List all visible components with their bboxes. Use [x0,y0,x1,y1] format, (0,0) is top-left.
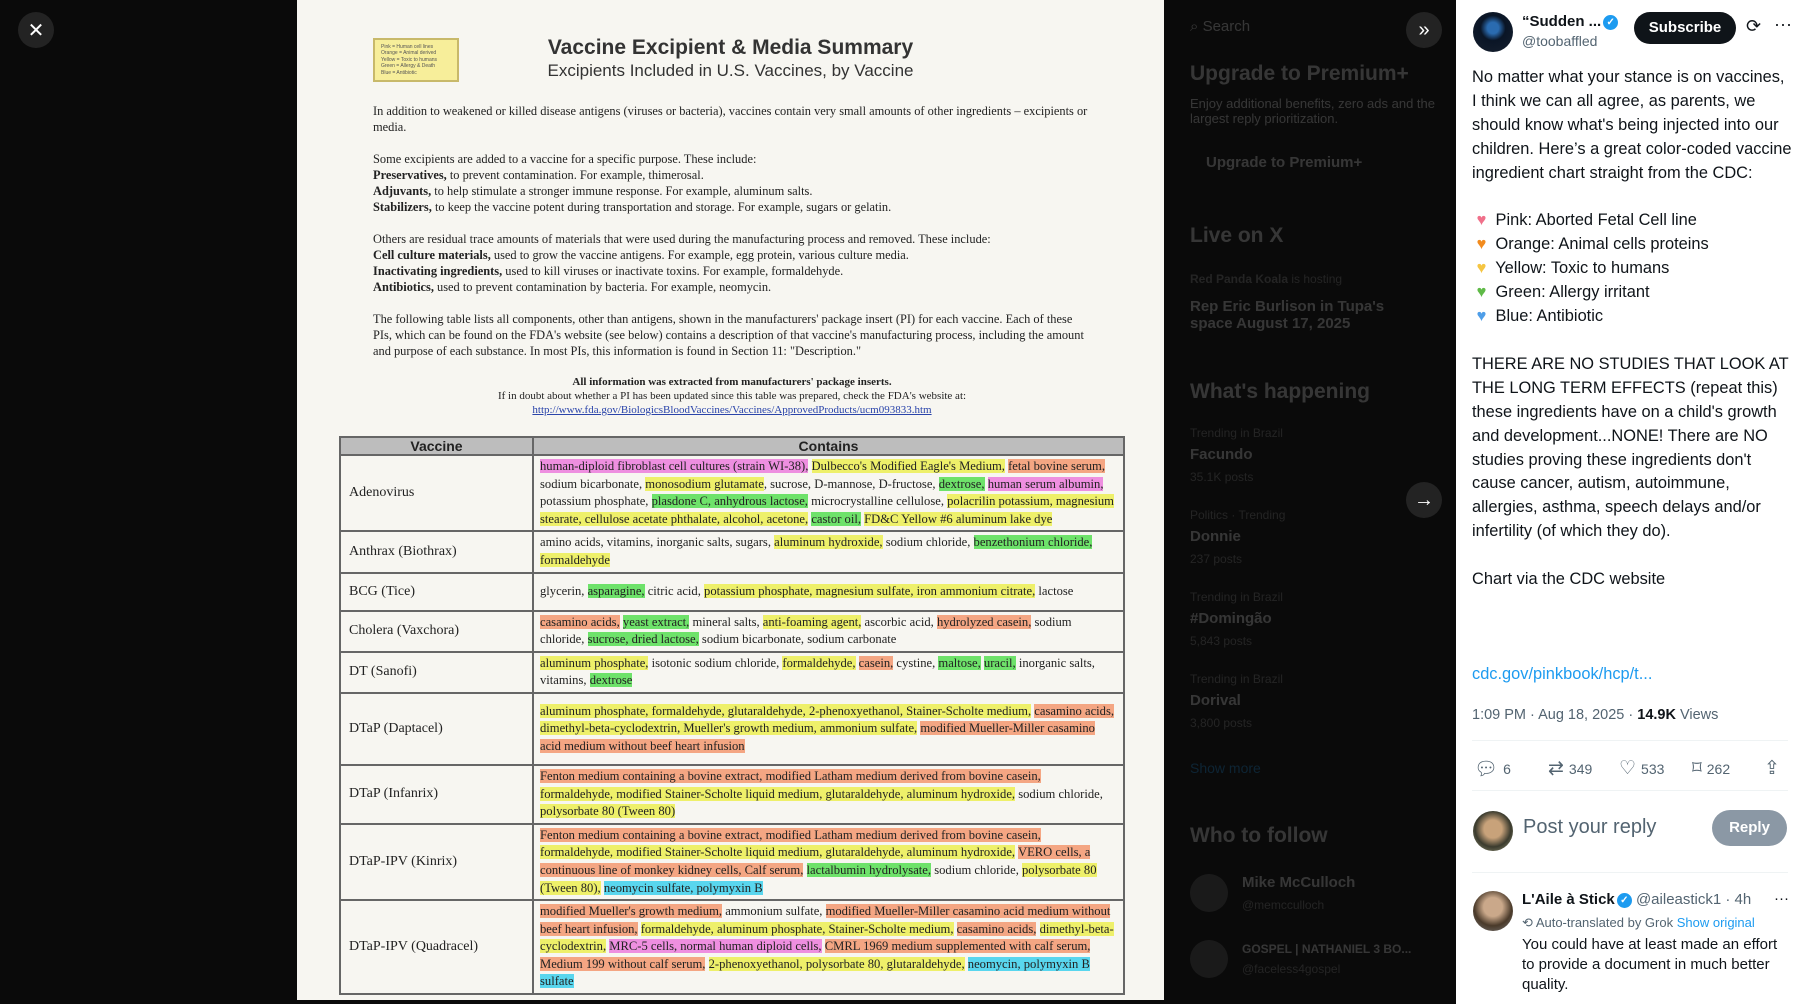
ingredients-cell: modified Mueller's growth medium, ammonium sulfate, modified Mueller-Miller casamino acid medium without beef heart infusion, formaldehyde, aluminum phosphate, Stainer-Scholte medium, casamino acids, dimethyl-beta-cyclodextrin, MRC-5 cells, normal human diploid cells, CMRL 1969 medium supplemented with calf serum, Medium 199 without calf serum, 2-phenoxyethanol, polysorbate 80, glutaraldehyde, neomycin, polymyxin B sulfate [533,900,1124,994]
table-row [340,573,1124,611]
divider [1472,740,1788,741]
heart-icon: ♥ [1476,259,1487,278]
show-original-link[interactable]: Show original [1676,915,1755,930]
heart-icon: ♥ [1476,283,1487,302]
trend-count: 3,800 posts [1190,716,1253,730]
follow-name: GOSPEL | NATHANIEL 3 BO... [1242,942,1412,956]
premium-text: Enjoy additional benefits, zero ads and the largest reply prioritization. [1190,96,1436,126]
table-row [340,455,1124,531]
trend-count: 237 posts [1190,552,1243,566]
column-header-contains: Contains [533,437,1124,455]
author-handle[interactable]: @toobaffled [1522,33,1598,49]
vaccine-name: DT (Sanofi) [340,652,533,693]
avatar [1190,940,1228,978]
column-header-vaccine: Vaccine [340,437,533,455]
table-row [340,900,1124,994]
bookmark-icon: ⌑ [1692,758,1702,779]
repost-action[interactable]: ⇄ 349 [1548,758,1593,779]
subscribe-button[interactable]: Subscribe [1634,12,1736,44]
trend-context: Politics · Trending [1190,508,1286,522]
ingredients-cell: amino acids, vitamins, inorganic salts, sugars, aluminum hydroxide, sodium chloride, benzethonium chloride, formaldehyde [533,531,1124,572]
vaccine-name: DTaP-IPV (Kinrix) [340,824,533,900]
tweet-link[interactable]: cdc.gov/pinkbook/hcp/t... [1472,665,1653,683]
heart-icon: ♥ [1476,211,1487,230]
trend-name: #Domingão [1190,610,1272,627]
legend-line: ♥ Green: Allergy irritant [1472,283,1650,301]
live-space: Rep Eric Burlison in Tupa's space August 17, 2025 [1190,298,1385,332]
avatar [1190,874,1228,912]
follow-handle: @faceless4gospel [1242,962,1341,976]
vaccine-name: Adenovirus [340,455,533,531]
premium-button: Upgrade to Premium+ [1206,154,1363,171]
ingredients-cell: aluminum phosphate, isotonic sodium chloride, formaldehyde, casein, cystine, maltose, uracil, inorganic salts, vitamins, dextrose [533,652,1124,693]
fda-url: http://www.fda.gov/BiologicsBloodVaccines/Vaccines/ApprovedProducts/ucm093833.htm [532,404,932,416]
tweet-text: No matter what your stance is on vaccines, I think we can all agree, as parents, we should know what's being injected into our children. Here’s a great color-coded vaccine ingredient chart straight from the CDC: ♥ Pink: Aborted Fetal Cell line ♥ Orange: Animal cells proteins ♥ Yellow: Toxic to humans ♥ Green: Allergy irritant ♥ Blue: Antibiotic THERE ARE NO STUDIES THAT LOOK AT THE LONG TERM EFFECTS (repeat this) these ingredients have on a child's growth and development...NONE! There are NO studies proving these ingredients don't cause cancer, autism, autoimmune, allergies, asthma, speech delays and/or infertility (of which they do). Chart via the CDC website [1472,68,1797,589]
grok-icon[interactable]: ⟳ [1746,16,1762,36]
color-legend: Pink = Human cell lines Orange = Animal derived Yellow = Toxic to humans Green = Allergy & Death Blue = Antibiotic [373,38,459,82]
avatar[interactable] [1473,12,1513,52]
vaccine-table [339,436,1125,995]
vaccine-chart-image [297,0,1164,1000]
heart-icon: ♥ [1476,235,1487,254]
ingredients-cell: human-diploid fibroblast cell cultures (strain WI-38), Dulbecco's Modified Eagle's Medium, fetal bovine serum, sodium bicarbonate, monosodium glutamate, sucrose, D-mannose, D-fructose, dextrose, human serum albumin, potassium phosphate, plasdone C, anhydrous lactose, microcrystalline cellulose, polacrilin potassium, magnesium stearate, cellulose acetate phthalate, alcohol, acetone, castor oil, FD&C Yellow #6 aluminum lake dye [533,455,1124,531]
tweet-meta: 1:09 PM · Aug 18, 2025 · 14.9K Views [1472,707,1719,723]
intro-paragraph: In addition to weakened or killed disease antigens (viruses or bacteria), vaccines contain very small amounts of other ingredients – excipients or media. [373,104,1088,134]
share-action[interactable] [1764,757,1780,780]
divider [1472,872,1788,873]
divider [1472,790,1788,791]
bookmark-action[interactable]: ⌑ 262 [1692,758,1731,779]
next-image-icon[interactable]: → [1406,482,1442,518]
author-name[interactable]: “Sudden ... ✓ [1522,13,1618,30]
avatar[interactable] [1473,891,1513,931]
vaccine-name: DTaP (Daptacel) [340,693,533,765]
table-row [340,765,1124,824]
follow-title: Who to follow [1190,824,1328,847]
trend-context: Trending in Brazil [1190,672,1283,686]
trend-context: Trending in Brazil [1190,426,1283,440]
reply-input[interactable]: Post your reply [1523,816,1657,838]
reply-action[interactable]: 💬︎ 6 [1474,759,1511,780]
document-subtitle: Excipients Included in U.S. Vaccines, by Vaccine [547,61,914,80]
trend-name: Dorival [1190,692,1241,709]
avatar [1473,811,1513,851]
show-more: Show more [1190,760,1261,776]
legend-line: ♥ Yellow: Toxic to humans [1472,259,1669,277]
trend-name: Donnie [1190,528,1241,545]
live-title: Live on X [1190,224,1284,247]
table-row [340,531,1124,572]
ingredients-cell: Fenton medium containing a bovine extract, modified Latham medium derived from bovine casein, formaldehyde, modified Stainer-Scholte liquid medium, glutaraldehyde, aluminum hydroxide, sodium chloride, polysorbate 80 (Tween 80) [533,765,1124,824]
ingredients-cell: Fenton medium containing a bovine extract, modified Latham medium derived from bovine casein, formaldehyde, modified Stainer-Scholte liquid medium, glutaraldehyde, aluminum hydroxide, VERO cells, a continuous line of monkey kidney cells, Calf serum, lactalbumin hydrolysate, sodium chloride, polysorbate 80 (Tween 80), neomycin sulfate, polymyxin B [533,824,1124,900]
reply-button[interactable]: Reply [1712,810,1787,846]
table-row [340,824,1124,900]
translate-icon: ⟲ [1522,915,1533,930]
tweet-panel [1456,0,1804,1004]
close-icon[interactable]: ✕ [18,12,54,48]
search-input: ⌕ Search [1190,18,1251,35]
vaccine-name: BCG (Tice) [340,573,533,611]
collapse-panel-icon[interactable]: » [1406,12,1442,48]
legend-line: ♥ Blue: Antibiotic [1472,307,1603,325]
residual-paragraph: Others are residual trace amounts of materials that were used during the manufacturing process and removed. These include: Cell culture materials, used to grow the vaccine antigens. For example, egg protein, various culture media. Inactivating ingredients, used to kill viruses or inactivate toxins. For example, formaldehyde. Antibiotics, used to prevent contamination by bacteria. For example, neomycin. [373,232,991,294]
trend-context: Trending in Brazil [1190,590,1283,604]
views-count: 14.9K [1637,707,1676,723]
live-host: Red Panda Koala [1190,272,1289,286]
follow-handle: @memcculloch [1242,898,1325,912]
heart-icon: ♡ [1619,758,1637,779]
comment-text: You could have at least made an effort to provide a document in much better quality. [1522,936,1778,993]
more-icon[interactable]: ··· [1774,890,1789,907]
live-hosting: is hosting [1291,272,1343,286]
share-icon: ⇪ [1764,758,1780,779]
vaccine-name: Cholera (Vaxchora) [340,611,533,652]
verified-icon: ✓ [1617,893,1632,908]
ingredients-cell: aluminum phosphate, formaldehyde, glutaraldehyde, 2-phenoxyethanol, Stainer-Scholte medium, casamino acids, dimethyl-beta-cyclodextrin, Mueller's growth medium, ammonium sulfate, modified Mueller-Miller casamino acid medium without beef heart infusion [533,693,1124,765]
premium-title: Upgrade to Premium+ [1190,62,1409,85]
table-row [340,693,1124,765]
legend-line: ♥ Pink: Aborted Fetal Cell line [1472,211,1697,229]
more-icon[interactable]: ··· [1774,14,1792,34]
document-title: Vaccine Excipient & Media Summary [547,36,914,59]
repost-icon: ⇄ [1548,758,1564,779]
source-note: All information was extracted from manufacturers' package inserts. If in doubt about whether a PI has been updated since this table was prepared, check the FDA's website at: http://www.fda.gov/BiologicsBloodVaccines/Vaccines/ApprovedProducts/ucm093833.htm [357,375,1107,417]
ingredients-cell: glycerin, asparagine, citric acid, potassium phosphate, magnesium sulfate, iron ammonium citrate, lactose [533,573,1124,611]
verified-icon: ✓ [1603,15,1618,30]
vaccine-name: DTaP-IPV (Quadracel) [340,900,533,994]
like-action[interactable]: ♡ 533 [1619,758,1665,779]
table-intro-paragraph: The following table lists all components, other than antigens, shown in the manufacturers' package insert (PI) for each vaccine. Each of these PIs, which can be found on the FDA's website (see below) contains a description of that vaccine's manufacturing process, including the amount and purpose of each substance. In most PIs, this information is found in Section 11: "Description." [373,312,1084,358]
vaccine-name: Anthrax (Biothrax) [340,531,533,572]
heart-icon: ♥ [1476,307,1487,326]
happening-title: What's happening [1190,380,1370,403]
table-row [340,652,1124,693]
table-row [340,611,1124,652]
trend-count: 5,843 posts [1190,634,1253,648]
legend-line: ♥ Orange: Animal cells proteins [1472,235,1709,253]
vaccine-name: DTaP (Infanrix) [340,765,533,824]
ingredients-cell: casamino acids, yeast extract, mineral salts, anti-foaming agent, ascorbic acid, hydrolyzed casein, sodium chloride, sucrose, dried lactose, sodium bicarbonate, sodium carbonate [533,611,1124,652]
trend-count: 35.1K posts [1190,470,1254,484]
trend-name: Facundo [1190,446,1253,463]
follow-name: Mike McCulloch [1242,874,1356,891]
purpose-paragraph: Some excipients are added to a vaccine for a specific purpose. These include: Preservatives, to prevent contamination. For example, thimerosal. Adjuvants, to help stimulate a stronger immune response. For example, aluminum salts. Stabilizers, to keep the vaccine potent during transportation and storage. For example, sugars or gelatin. [373,152,892,214]
translation-note: ⟲ Auto-translated by Grok Show original [1522,915,1755,930]
reply-icon: 💬︎ [1474,759,1499,780]
comment-author[interactable]: L'Aile à Stick ✓ @aileastick1 · 4h [1522,891,1752,908]
